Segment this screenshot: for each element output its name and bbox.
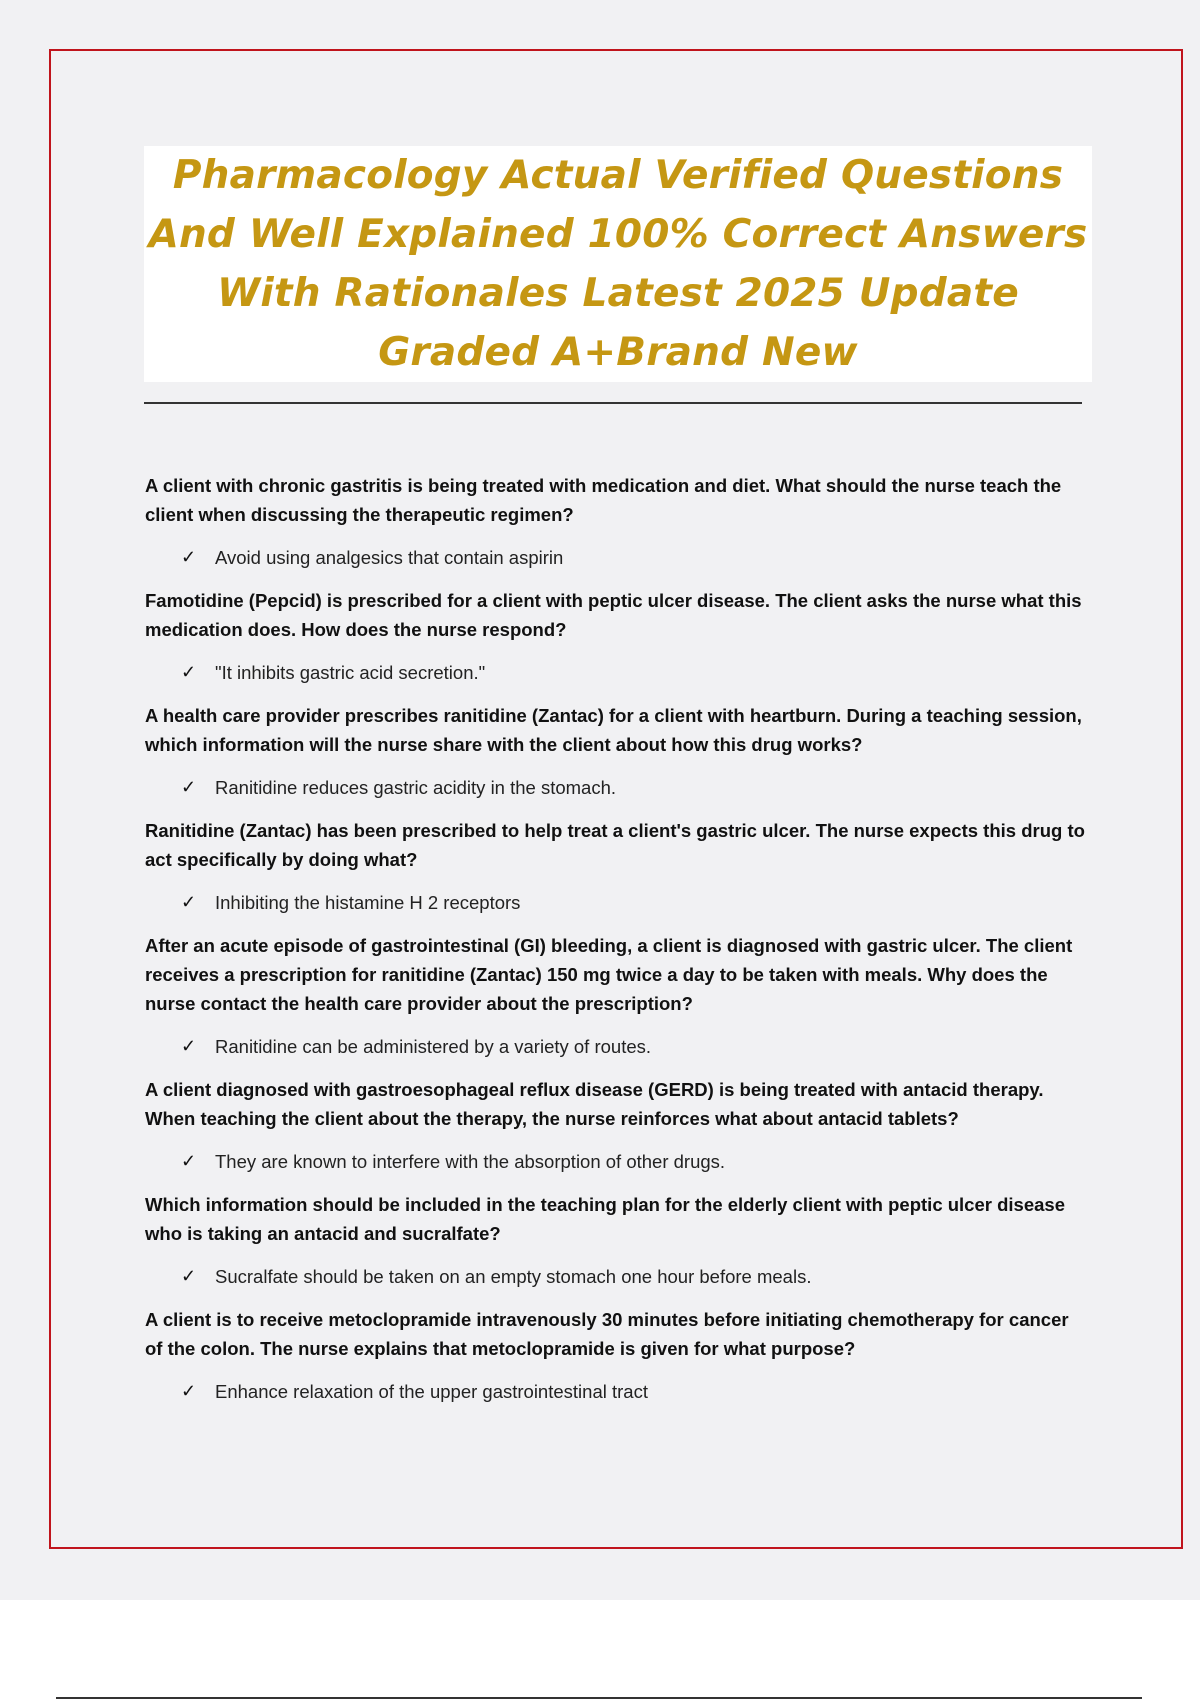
- question-text: Ranitidine (Zantac) has been prescribed to help treat a client's gastric ulcer. The nurse expects this drug to act specifically by doing what?: [145, 820, 1085, 870]
- title-banner: [144, 146, 1092, 382]
- qa-item: [145, 1075, 1090, 1176]
- qa-item: [145, 931, 1090, 1061]
- document-title: Pharmacology Actual Verified Questions And Well Explained 100% Correct Answers With Rationales Latest 2025 Update Graded A+Brand New: [148, 153, 1088, 375]
- checkmark-icon: ✓: [181, 1036, 197, 1056]
- answer-text: Inhibiting the histamine H 2 receptors: [215, 892, 521, 913]
- answer-text: Ranitidine reduces gastric acidity in the stomach.: [215, 777, 617, 798]
- question-text: Which information should be included in the teaching plan for the elderly client with peptic ulcer disease who is taking an antacid and sucralfate?: [145, 1194, 1065, 1244]
- answer-row: [145, 1032, 1090, 1061]
- question-text: Famotidine (Pepcid) is prescribed for a client with peptic ulcer disease. The client asks the nurse what this medication does. How does the nurse respond?: [145, 590, 1082, 640]
- qa-item: [145, 816, 1090, 917]
- question-text: A client diagnosed with gastroesophageal reflux disease (GERD) is being treated with antacid therapy. When teaching the client about the therapy, the nurse reinforces what about antacid tablets?: [145, 1079, 1044, 1129]
- question-text: A client with chronic gastritis is being treated with medication and diet. What should the nurse teach the client when discussing the therapeutic regimen?: [145, 475, 1062, 525]
- qa-item: [145, 586, 1090, 687]
- qa-item: [145, 1190, 1090, 1291]
- answer-text: Enhance relaxation of the upper gastrointestinal tract: [215, 1381, 648, 1402]
- checkmark-icon: ✓: [181, 662, 197, 682]
- next-page-divider: [56, 1697, 1142, 1699]
- answer-row: [145, 543, 1090, 572]
- question-text: A client is to receive metoclopramide intravenously 30 minutes before initiating chemotherapy for cancer of the colon. The nurse explains that metoclopramide is given for what purpose?: [145, 1309, 1069, 1359]
- question-list: [145, 471, 1090, 1420]
- question-text: After an acute episode of gastrointestinal (GI) bleeding, a client is diagnosed with gastric ulcer. The client receives a prescription for ranitidine (Zantac) 150 mg twice a day to be taken with meals. Why does the nurse contact the health care provider about the prescription?: [145, 935, 1073, 1014]
- checkmark-icon: ✓: [181, 892, 197, 912]
- qa-item: [145, 701, 1090, 802]
- answer-text: Sucralfate should be taken on an empty stomach one hour before meals.: [215, 1266, 812, 1287]
- checkmark-icon: ✓: [181, 777, 197, 797]
- answer-row: [145, 773, 1090, 802]
- answer-row: [145, 888, 1090, 917]
- question-text: A health care provider prescribes ranitidine (Zantac) for a client with heartburn. During a teaching session, which information will the nurse share with the client about how this drug works?: [145, 705, 1082, 755]
- answer-row: [145, 1147, 1090, 1176]
- qa-item: [145, 471, 1090, 572]
- checkmark-icon: ✓: [181, 547, 197, 567]
- title-divider: [144, 402, 1082, 404]
- answer-text: Ranitidine can be administered by a variety of routes.: [215, 1036, 652, 1057]
- answer-row: [145, 1262, 1090, 1291]
- checkmark-icon: ✓: [181, 1381, 197, 1401]
- answer-text: Avoid using analgesics that contain aspirin: [215, 547, 564, 568]
- checkmark-icon: ✓: [181, 1266, 197, 1286]
- answer-text: "It inhibits gastric acid secretion.": [215, 662, 486, 683]
- qa-item: [145, 1305, 1090, 1406]
- answer-text: They are known to interfere with the absorption of other drugs.: [215, 1151, 726, 1172]
- answer-row: [145, 1377, 1090, 1406]
- checkmark-icon: ✓: [181, 1151, 197, 1171]
- answer-row: [145, 658, 1090, 687]
